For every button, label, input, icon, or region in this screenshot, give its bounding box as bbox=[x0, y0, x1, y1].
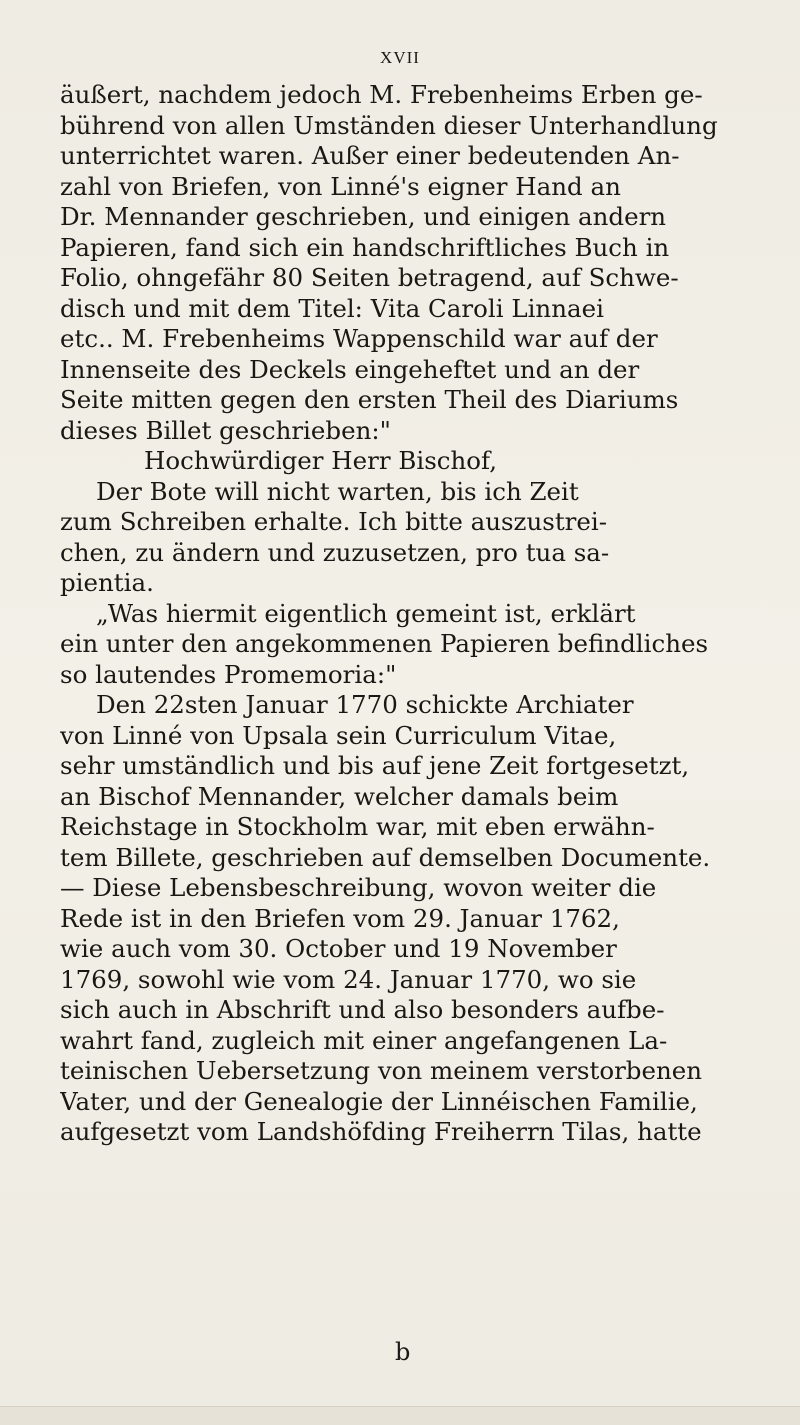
text-line: Der Bote will nicht warten, bis ich Zeit bbox=[96, 476, 579, 506]
text-line: pientia. bbox=[60, 568, 154, 597]
text-line: Dr. Mennander geschrieben, und einigen andern bbox=[60, 202, 667, 231]
text-line: zum Schreiben erhalte. Ich bitte auszustrei- bbox=[60, 507, 607, 536]
text-line: sehr umständlich und bis auf jene Zeit fortgesetzt, bbox=[60, 751, 690, 780]
text-line: disch und mit dem Titel: Vita Caroli Linnaei bbox=[60, 293, 604, 323]
text-line: etc.. M. Frebenheims Wappenschild war auf der bbox=[60, 324, 658, 353]
signature-mark: b bbox=[395, 1338, 411, 1366]
text-line: Innenseite des Deckels eingeheftet und an der bbox=[60, 354, 640, 384]
text-line: Vater, und der Genealogie der Linnéischen Familie, bbox=[60, 1086, 698, 1116]
text-line: Rede ist in den Briefen vom 29. Januar 1762, bbox=[60, 903, 620, 933]
page-number: XVII bbox=[380, 48, 420, 67]
text-line: ein unter den angekommenen Papieren befindliches bbox=[60, 629, 709, 658]
text-line: wahrt fand, zugleich mit einer angefangenen La- bbox=[60, 1025, 668, 1055]
text-line: von Linné von Upsala sein Curriculum Vitae, bbox=[60, 720, 617, 750]
text-line: wie auch vom 30. October und 19 November bbox=[60, 934, 617, 963]
text-line: teinischen Uebersetzung von meinem verstorbenen bbox=[60, 1056, 703, 1085]
letter-salutation: Hochwürdiger Herr Bischof, bbox=[144, 446, 498, 475]
text-line: Papieren, fand sich ein handschriftliches Buch in bbox=[60, 232, 670, 262]
text-line: an Bischof Mennander, welcher damals beim bbox=[60, 781, 619, 811]
text-line: — Diese Lebensbeschreibung, wovon weiter die bbox=[60, 873, 657, 902]
text-line: tem Billete, geschrieben auf demselben Documente. bbox=[60, 842, 711, 872]
text-line: Seite mitten gegen den ersten Theil des Diariums bbox=[60, 385, 679, 414]
text-line: Reichstage in Stockholm war, mit eben erwähn- bbox=[60, 812, 655, 841]
text-line: sich auch in Abschrift und also besonders aufbe- bbox=[60, 995, 665, 1024]
text-line: chen, zu ändern und zuzusetzen, pro tua sa- bbox=[60, 537, 610, 567]
page-edge bbox=[0, 1406, 800, 1425]
text-line: Folio, ohngefähr 80 Seiten betragend, auf Schwe- bbox=[60, 263, 679, 292]
text-line: unterrichtet waren. Außer einer bedeutenden An- bbox=[60, 141, 680, 170]
text-line: bührend von allen Umständen dieser Unterhandlung bbox=[60, 110, 718, 140]
text-line: so lautendes Promemoria:" bbox=[60, 659, 397, 689]
text-line: Den 22sten Januar 1770 schickte Archiater bbox=[96, 690, 634, 719]
text-line: 1769, sowohl wie vom 24. Januar 1770, wo sie bbox=[60, 964, 637, 994]
text-line: dieses Billet geschrieben:" bbox=[60, 415, 391, 445]
text-line: äußert, nachdem jedoch M. Frebenheims Erben ge- bbox=[60, 80, 703, 109]
body-text bbox=[60, 80, 760, 1148]
text-line: „Was hiermit eigentlich gemeint ist, erklärt bbox=[96, 598, 636, 628]
text-line: aufgesetzt vom Landshöfding Freiherrn Tilas, hatte bbox=[60, 1117, 702, 1146]
text-line: zahl von Briefen, von Linné's eigner Hand an bbox=[60, 171, 621, 201]
